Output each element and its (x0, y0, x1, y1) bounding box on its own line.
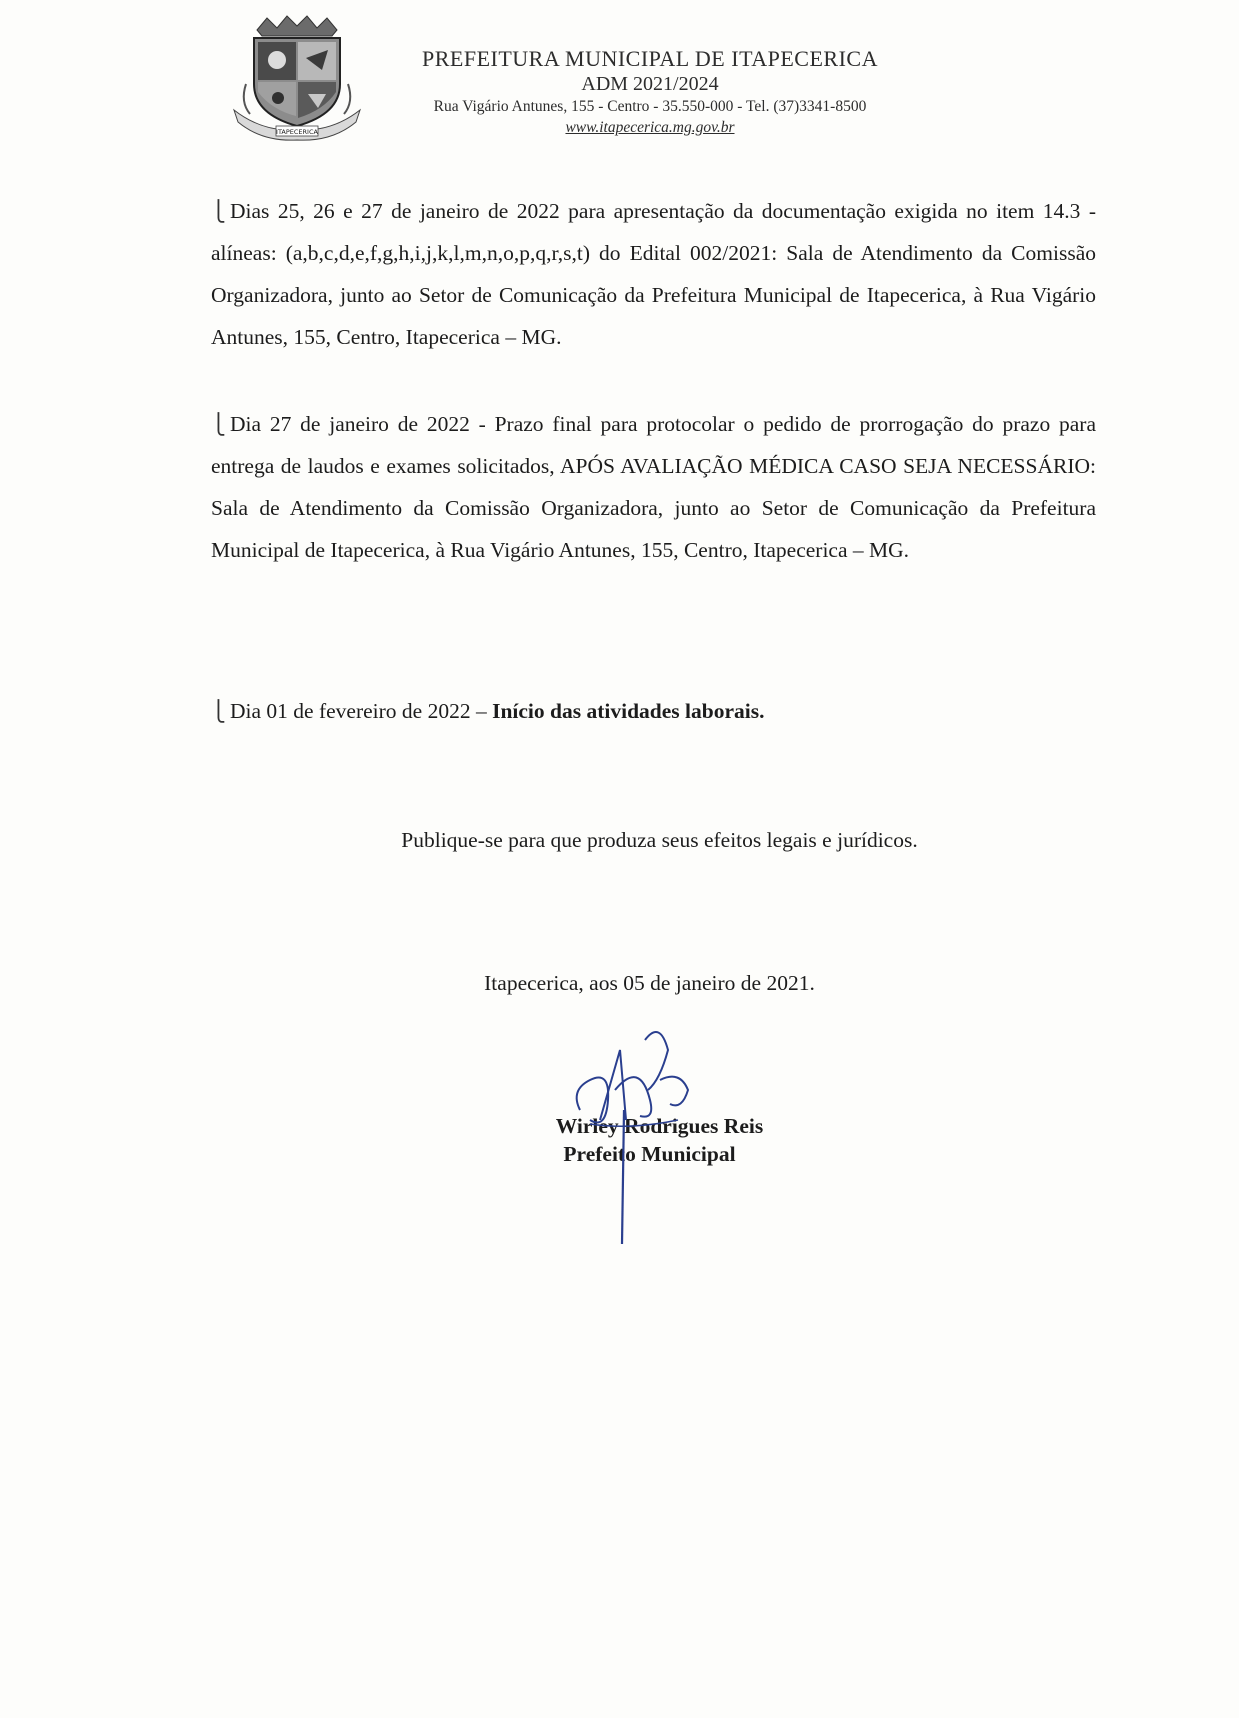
institution-address: Rua Vigário Antunes, 155 - Centro - 35.550-000 - Tel. (37)3341-8500 (433, 98, 867, 115)
handwritten-signature (560, 1020, 740, 1245)
schedule-item-work-start (211, 690, 1096, 732)
schedule-item-text: Dia 27 de janeiro de 2022 - Prazo final para protocolar o pedido de prorrogação do prazo para entrega de laudos e exames solicitados, APÓS AVALIAÇÃO MÉDICA CASO SEJA NECESSÁRIO: Sala de Atendimento da Comissão Organizadora, junto ao Setor de Comunicação da Prefeitura Municipal de Itapecerica, à Rua Vigário Antunes, 155, Centro, Itapecerica – MG. (211, 412, 1096, 562)
schedule-item-text: Dias 25, 26 e 27 de janeiro de 2022 para apresentação da documentação exigida no item 14.3 - alíneas: (a,b,c,d,e,f,g,h,i,j,k,l,m,n,o,p,q,r,s,t) do Edital 002/2021: Sala de Atendimento da Comissão Organizadora, junto ao Setor de Comunicação da Prefeitura Municipal de Itapecerica, à Rua Vigário Antunes, 155, Centro, Itapecerica – MG. (211, 199, 1096, 349)
institution-website[interactable]: www.itapecerica.mg.gov.br (565, 119, 735, 136)
bracket-mark-icon: ⎩ (211, 699, 226, 723)
schedule-item-documentation (211, 190, 1096, 358)
institution-title: PREFEITURA MUNICIPAL DE ITAPECERICA (422, 46, 878, 71)
bracket-mark-icon: ⎩ (211, 199, 226, 223)
schedule-item-emphasis: Início das atividades laborais. (492, 699, 765, 723)
signer-name: Wirley Rodrigues Reis (555, 1114, 764, 1138)
publication-notice: Publique-se para que produza seus efeitos legais e jurídicos. (401, 828, 918, 852)
letterhead-text (350, 46, 950, 138)
place-and-date: Itapecerica, aos 05 de janeiro de 2021. (484, 971, 815, 995)
crest-ribbon-text: ITAPECERICA (276, 128, 318, 136)
schedule-item-text: Dia 01 de fevereiro de 2022 – (230, 699, 493, 723)
administration-term: ADM 2021/2024 (581, 73, 719, 95)
schedule-item-extension-deadline (211, 403, 1096, 571)
bracket-mark-icon: ⎩ (211, 412, 226, 436)
signer-role: Prefeito Municipal (563, 1142, 736, 1166)
letterhead (0, 14, 1239, 164)
municipal-crest-logo (232, 14, 362, 142)
